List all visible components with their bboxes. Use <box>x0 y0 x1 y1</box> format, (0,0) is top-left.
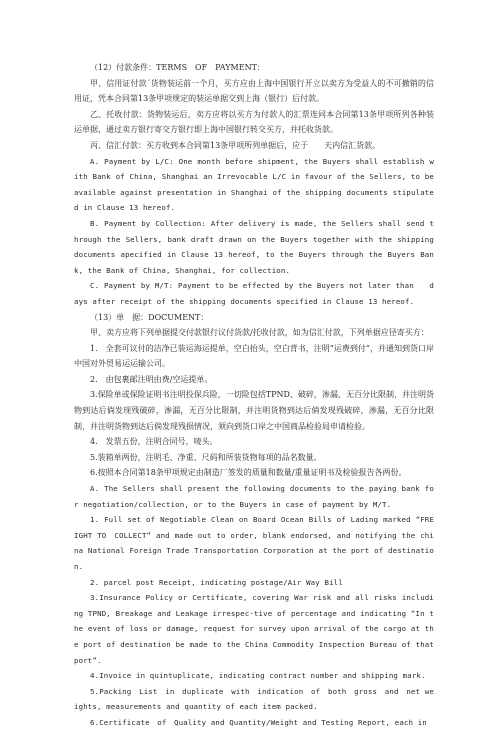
document-item-4-en: 4.Invoice in quintuplicate, indicating contract number and shipping mark. <box>90 671 426 681</box>
payment-collection-clause-zh: 乙、托收付款：货物装运后，卖方应将以买方为付款人的汇票连同本合同第13条甲项所列各种装运单据，通过卖方银行寄交方银行即上海中国银行转交买方，并托收货款。 <box>74 109 434 135</box>
document-item-4-zh: 4. 发票五份，注明合同号，唛头。 <box>90 437 218 447</box>
payment-terms-heading: （12）付款条件：TERMS OF PAYMENT： <box>90 63 265 72</box>
document-item-5-zh: 5.装箱单两份，注明毛、净重、尺码和所装货物每项的品名数量。 <box>90 452 322 462</box>
document-item-2-zh: 2. 由包裹邮注明由费/空运提单。 <box>90 374 213 384</box>
document-item-3-en: 3.Insurance Policy or Certificate, covering War risk and all risks including TPND, Breakage and Leakage irrespec-tive of percentage and indicating “In the event of loss or damage, request for survey upon arrival of the cargo at the port of destination be made to the China Commodity Inspection Bureau of that port”. <box>74 593 434 665</box>
document-item-2-en: 2. parcel post Receipt, indicating postage/Air Way Bill <box>90 577 343 587</box>
payment-lc-clause-zh: 甲、信用证付款ˊ货物装运前一个月，买方应由上海中国银行开立以卖方为受益人的不可撤销的信用证，凭本合同第13条甲项规定的装运单据交到上海（银行）后付款。 <box>74 78 434 104</box>
documents-intro-en: A. The Sellers shall present the following documents to the paying bank for negotiation/collection, or to the Buyers in case of payment by M/T. <box>74 484 434 509</box>
payment-mt-clause-en: C. Payment by M/T: Payment to be effected by the Buyers not later than days after receipt of the shipping documents specified in Clause 13 hereof. <box>74 281 434 306</box>
document-item-6-zh: 6.按照本合同第18条甲项规定由制造厂签发的质量和数量/重量证明书及检验报告各两份。 <box>90 468 407 478</box>
document-item-3-zh: 3.保险单或保险证明书注明投保兵险，一切险包括TPND、破碎，渗漏，无百分比限制，并注明货物到达后倘发现残破碎，渗漏，无百分比限制，并注明货物到达后倘发现残破碎，渗漏，无百分比限制，并注明货物到达后倘发现残损情况，须向到货口岸之中国商品检验局申请检验。 <box>74 390 434 431</box>
document-item-1-en: 1. Full set of Negotiable Clean on Board Ocean Bills of Lading marked “FREIGHT TO COLLECT” and made out to order, blank endorsed, and notifying the china National Foreign Trade Transportation Corporation at the port of destination. <box>74 515 434 571</box>
documents-intro-zh: 甲、卖方应将下列单据提交付款银行议付货款/托收付款，如为信汇付款，下列单据应径寄买方： <box>90 328 429 338</box>
document-item-1-zh: 1. 全套可议付的洁净已装运海运提单，空白抬头，空白背书，注明“运费到付”，并通知到货口岸中国对外贸易运运输公司。 <box>74 343 434 369</box>
payment-collection-clause-en: B. Payment by Collection: After delivery is made, the Sellers shall send through the Sellers, bank draft drawn on the Buyers together with the shipping documents apecified in Clause 13 hereof, to the Buyers through the Buyers Bank, the Bank of China, Shanghai, for collection. <box>74 218 434 275</box>
payment-lc-clause-en: A. Payment by L/C: One month before shipment, the Buyers shall establish with Bank of China, Shanghai an Irrevocable L/C in favour of the Sellers, to be available against presentation in Shanghai of the shipping documents stipulated in Clause 13 hereof. <box>74 156 434 213</box>
document-item-5-en: 5.Packing List in duplicate with indication of both gross and net weights, measurements and quantity of each item packed. <box>74 686 434 712</box>
payment-mt-clause-zh: 丙、信汇付款：买方收到本合同第13条甲项所列单据后，应于 天内信汇货款。 <box>90 140 381 150</box>
documents-heading: （13）单 据：DOCUMENT： <box>90 312 209 322</box>
document-item-6-en: 6.Certificate of Quality and Quantity/Weight and Testing Report, each in <box>90 717 427 727</box>
